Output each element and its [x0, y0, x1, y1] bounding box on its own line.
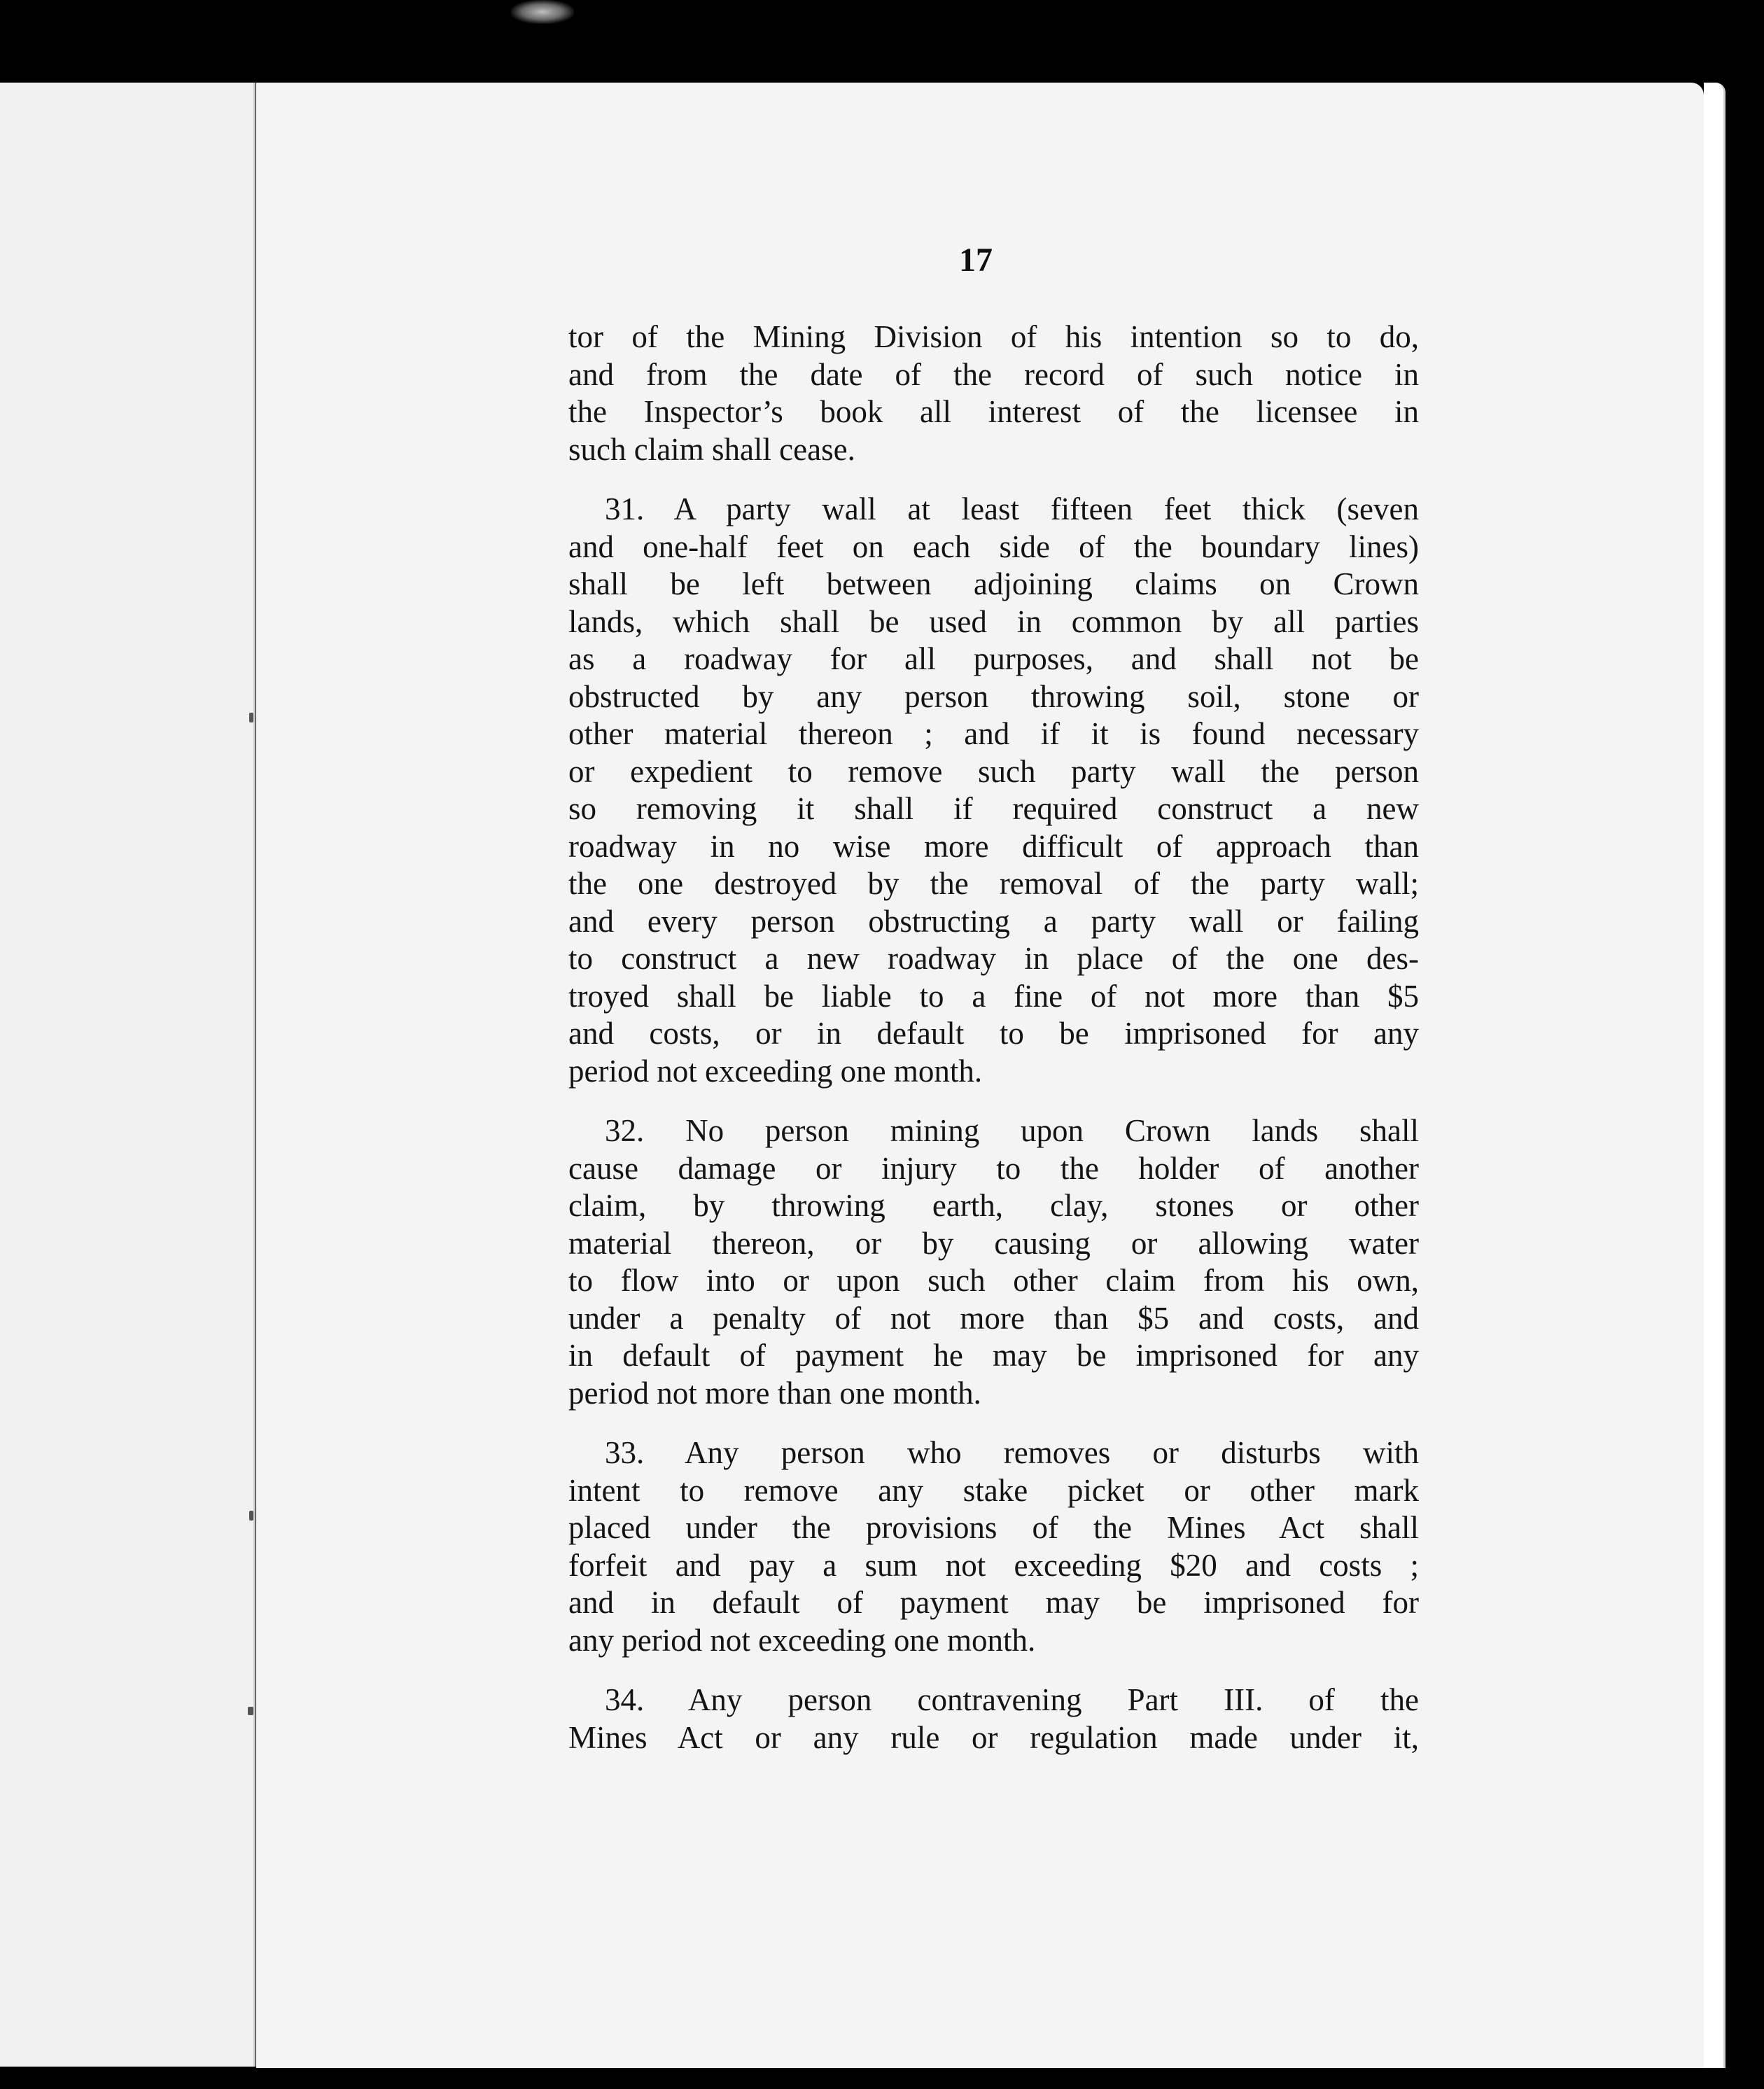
paragraph-section-31 — [568, 491, 1419, 1090]
page-number: 17 — [959, 242, 993, 279]
text-line: troyed shall be liable to a fine of not more than $5 — [568, 978, 1419, 1014]
text-line: other material thereon ; and if it is found necessary — [568, 716, 1419, 751]
text-line: cause damage or injury to the holder of another — [568, 1150, 1419, 1186]
body-text — [568, 319, 1419, 1756]
text-line: shall be left between adjoining claims on Crown — [568, 566, 1419, 601]
paragraph-section-33 — [568, 1434, 1419, 1659]
text-line: and from the date of the record of such notice in — [568, 356, 1419, 392]
text-line: tor of the Mining Division of his intention so to do, — [568, 319, 1419, 354]
text-line: to construct a new roadway in place of the one des- — [568, 941, 1419, 976]
paragraph-section-34 — [568, 1682, 1419, 1756]
text-line: such claim shall cease. — [568, 431, 855, 467]
paragraph-continuation — [568, 319, 1419, 468]
text-line: as a roadway for all purposes, and shall not be — [568, 641, 1419, 676]
text-line: 33. Any person who removes or disturbs with — [605, 1435, 1419, 1470]
text-line: period not exceeding one month. — [568, 1053, 983, 1089]
text-line: lands, which shall be used in common by all parties — [568, 603, 1419, 639]
text-line: obstructed by any person throwing soil, stone or — [568, 678, 1419, 714]
text-line: 32. No person mining upon Crown lands shall — [605, 1113, 1419, 1148]
text-line: and in default of payment may be imprisoned for — [568, 1585, 1419, 1620]
gutter-mark — [249, 713, 253, 722]
text-line: under a penalty of not more than $5 and costs, and — [568, 1300, 1419, 1336]
text-line: to flow into or upon such other claim from his own, — [568, 1263, 1419, 1298]
text-line: claim, by throwing earth, clay, stones or other — [568, 1188, 1419, 1223]
gutter-mark — [248, 1707, 253, 1715]
text-line: roadway in no wise more difficult of approach than — [568, 828, 1419, 864]
text-line: any period not exceeding one month. — [568, 1622, 1036, 1658]
text-line: period not more than one month. — [568, 1375, 981, 1411]
text-line: 31. A party wall at least fifteen feet thick (seven — [605, 491, 1419, 526]
text-line: the one destroyed by the removal of the party wall; — [568, 866, 1419, 901]
text-line: so removing it shall if required construct a new — [568, 791, 1419, 826]
text-line: and one-half feet on each side of the boundary lines) — [568, 529, 1419, 564]
text-line: the Inspector’s book all interest of the licensee in — [568, 394, 1419, 429]
text-line: or expedient to remove such party wall the person — [568, 753, 1419, 789]
left-page — [0, 83, 255, 2067]
scan-smudge — [511, 0, 574, 24]
text-line: intent to remove any stake picket or other mark — [568, 1472, 1419, 1508]
text-line: material thereon, or by causing or allowing water — [568, 1225, 1419, 1261]
text-line: 34. Any person contravening Part III. of the — [605, 1682, 1419, 1717]
gutter-mark — [249, 1511, 253, 1521]
page-edge — [1704, 83, 1726, 2068]
text-line: and every person obstructing a party wall or failing — [568, 903, 1419, 939]
paragraph-section-32 — [568, 1112, 1419, 1412]
text-line: Mines Act or any rule or regulation made under it, — [568, 1719, 1419, 1755]
text-line: and costs, or in default to be imprisoned for any — [568, 1016, 1419, 1051]
text-line: in default of payment he may be imprisoned for any — [568, 1338, 1419, 1373]
text-line: forfeit and pay a sum not exceeding $20 and costs ; — [568, 1547, 1419, 1583]
text-line: placed under the provisions of the Mines Act shall — [568, 1510, 1419, 1545]
